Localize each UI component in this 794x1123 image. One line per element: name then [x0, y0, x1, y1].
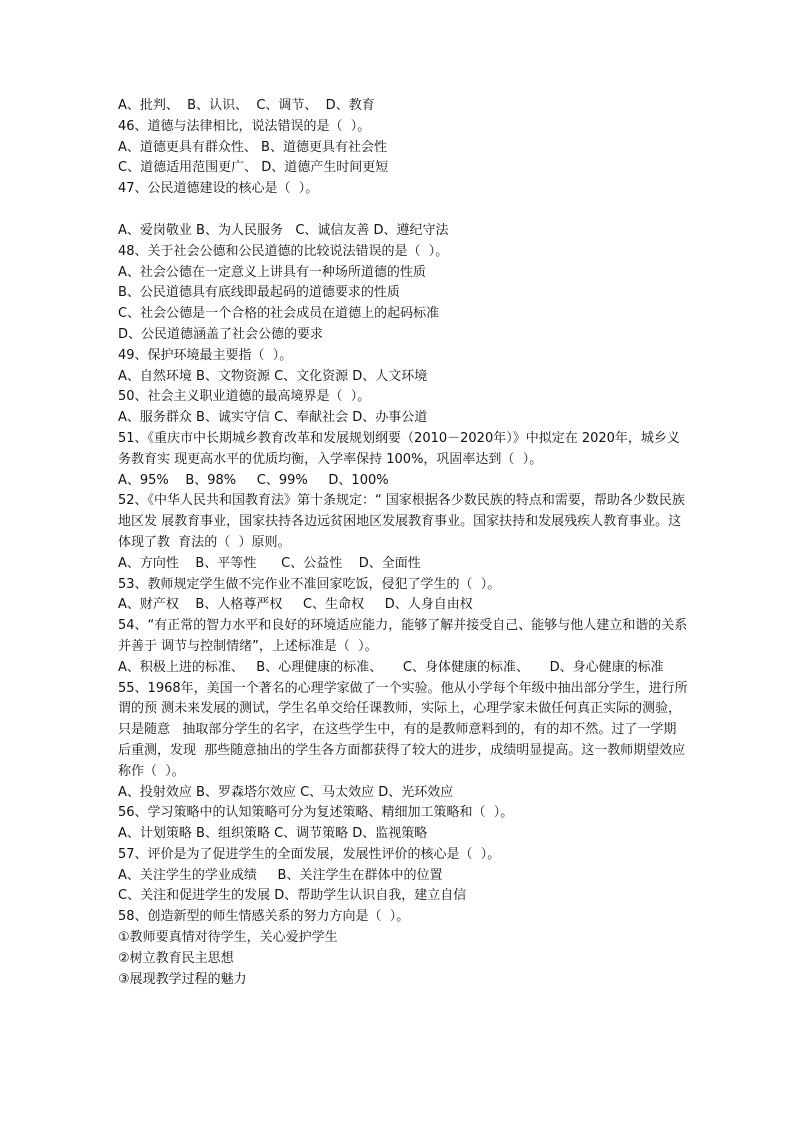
text-line: A、社会公德在一定意义上讲具有一种场所道德的性质: [118, 264, 426, 280]
document-body: [118, 96, 688, 990]
text-line: C、社会公德是一个合格的社会成员在道德上的起码标准: [118, 306, 440, 322]
text-line: A、计划策略 B、组织策略 C、调节策略 D、监视策略: [118, 826, 428, 842]
question-54: 54、“有正常的智力水平和良好的环境适应能力，能够了解并接受自己、能够与他人建立和谐的关系并善于 调节与控制情绪”，上述标准是（ ）。: [118, 618, 688, 654]
text-line: A、关注学生的学业成绩 B、关注学生在群体中的位置: [118, 867, 443, 883]
text-line: A、服务群众 B、诚实守信 C、奉献社会 D、办事公道: [118, 410, 428, 426]
question-49: 49、保护环境最主要指（ ）。: [118, 347, 293, 363]
text-line: A、自然环境 B、文物资源 C、文化资源 D、人文环境: [118, 368, 428, 384]
question-55: 55、1968年，美国一个著名的心理学家做了一个实验。他从小学每个年级中抽出部分学生，进行所谓的预 测未来发展的测试，学生名单交给任课教师，实际上，心理学家未做任何真正实际的测验，只是随意 抽取部分学生的名字，在这些学生中，有的是教师意料到的，有的却不然。过了一学期后重测，发现 那些随意抽出的学生各方面都获得了较大的进步，成绩明显提高。这一教师期望效应称作（ ）。: [118, 680, 688, 779]
question-57: 57、评价是为了促进学生的全面发展，发展性评价的核心是（ ）。: [118, 846, 501, 862]
text-line: ③展现教学过程的魅力: [118, 971, 247, 987]
question-50: 50、社会主义职业道德的最高境界是（ ）。: [118, 389, 371, 405]
text-line: A、积极上进的标准、 B、心理健康的标准、 C、身体健康的标准、 D、身心健康的标准: [118, 659, 664, 675]
text-line: A、95% B、98% C、99% D、100%: [118, 472, 389, 488]
text-line: A、道德更具有群众性、 B、道德更具有社会性: [118, 139, 387, 155]
question-48: 48、关于社会公德和公民道德的比较说法错误的是（ ）。: [118, 243, 449, 259]
text-line: A、方向性 B、平等性 C、公益性 D、全面性: [118, 555, 421, 571]
text-line: C、道德适用范围更广、 D、道德产生时间更短: [118, 160, 389, 176]
question-51: 51、《重庆市中长期城乡教育改革和发展规划纲要（2010－2020年）》中拟定在 2020年，城乡义务教育实 现更高水平的优质均衡，入学率保持 100%，巩固率达到（ ）。: [118, 430, 680, 467]
question-56: 56、学习策略中的认知策略可分为复述策略、精细加工策略和（ ）。: [118, 805, 514, 821]
question-47: 47、公民道德建设的核心是（ ）。: [118, 181, 319, 197]
blank-line: [118, 200, 688, 221]
text-line: ②树立教育民主思想: [118, 950, 234, 966]
question-58: 58、创造新型的师生情感关系的努力方向是（ ）。: [118, 909, 410, 925]
text-line: A、爱岗敬业 B、为人民服务 C、诚信友善 D、遵纪守法: [118, 222, 449, 238]
text-line: A、财产权 B、人格尊严权 C、生命权 D、人身自由权: [118, 597, 473, 613]
question-46: 46、道德与法律相比，说法错误的是（ ）。: [118, 118, 371, 134]
text-line: B、公民道德具有底线即最起码的道德要求的性质: [118, 285, 400, 301]
text-line: A、投射效应 B、罗森塔尔效应 C、马太效应 D、光环效应: [118, 784, 454, 800]
text-line: D、公民道德涵盖了社会公德的要求: [118, 326, 324, 342]
text-line: C、关注和促进学生的发展 D、帮助学生认识自我，建立自信: [118, 888, 467, 904]
question-52: 52、《中华人民共和国教育法》第十条规定：“ 国家根据各少数民族的特点和需要，帮助各少数民族地区发 展教育事业，国家扶持各边远贫困地区发展教育事业。国家扶持和发展残疾人教育事业。这体现了教 育法的（ ）原则。: [118, 493, 685, 550]
text-line: ①教师要真情对待学生，关心爱护学生: [118, 930, 338, 946]
question-53: 53、教师规定学生做不完作业不准回家吃饭，侵犯了学生的（ ）。: [118, 576, 501, 592]
text-line: A、批判、 B、认识、 C、调节、 D、教育: [118, 98, 375, 113]
